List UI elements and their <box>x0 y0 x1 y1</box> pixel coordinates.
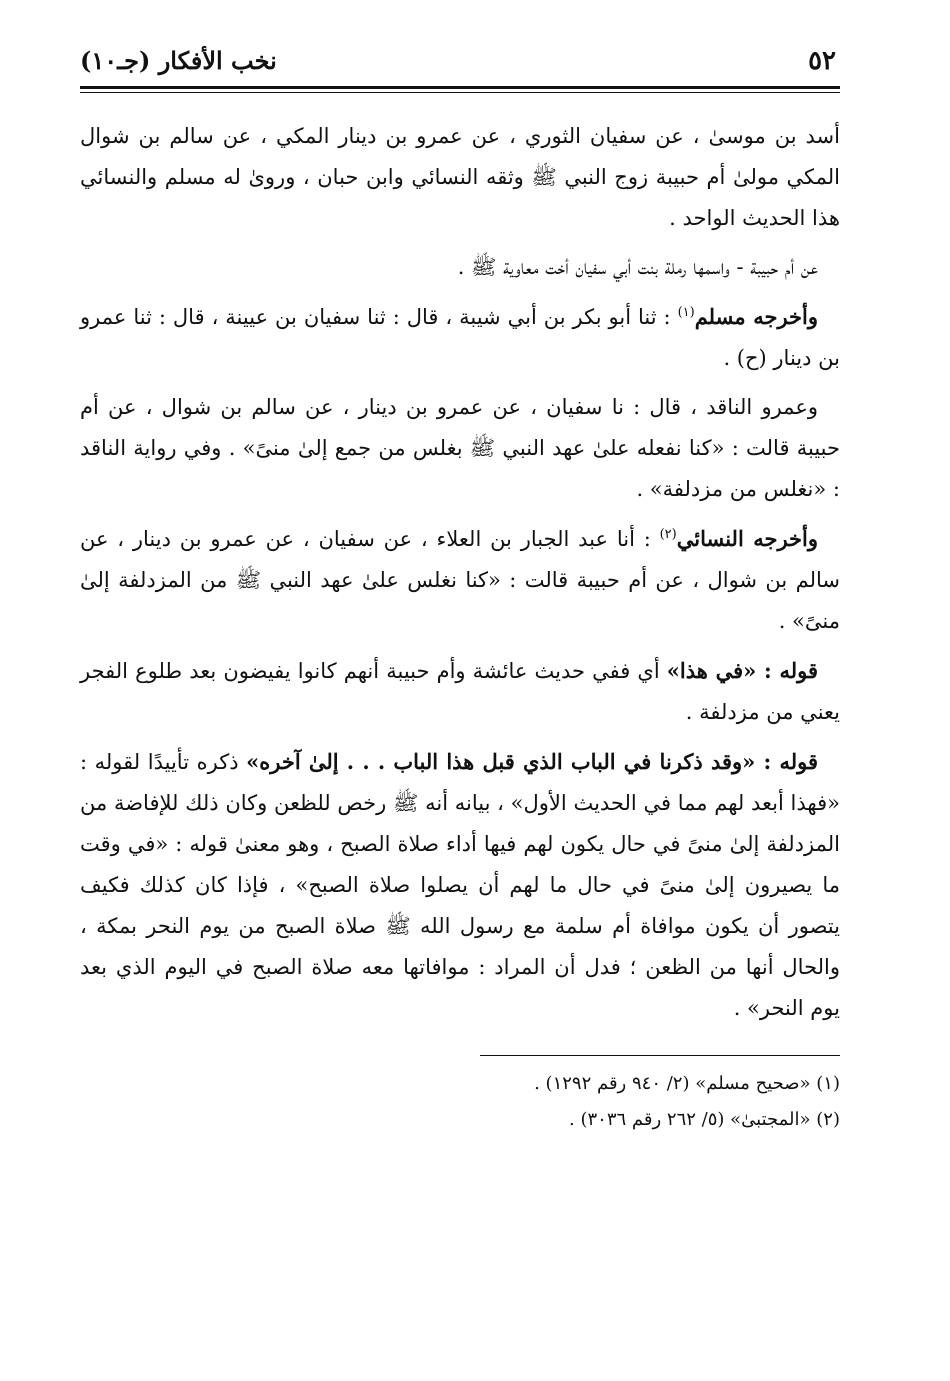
paragraph-text: : أنا عبد الجبار بن العلاء ، عن سفيان ، عن عمرو بن دينار ، عن سالم بن شوال ، عن أم حبيبة قالت : «كنا نغلس علىٰ عهد النبي ﷺ من المزدلفة إلىٰ منىً» . <box>80 527 840 633</box>
paragraph-text: عن أم حبيبة - واسمها رملة بنت أبي سفيان أخت معاوية ﷺ . <box>457 255 818 279</box>
paragraph-fi-hadha <box>80 650 840 733</box>
paragraph-text: : ثنا أبو بكر بن أبي شيبة ، قال : ثنا سفيان بن عيينة ، قال : ثنا عمرو بن دينار (ح) . <box>80 305 840 370</box>
paragraph-text: ذكره تأييدًا لقوله : «فهذا أبعد لهم مما في الحديث الأول» ، بيانه أنه ﷺ رخص للظعن وكان ذلك للإفاضة من المزدلفة إلىٰ منىً في حال يكون لهم فيها أداء صلاة الصبح ، وهو معنىٰ قوله : «في وقت ما يصيرون إلىٰ منىً في حال ما لهم أن يصلوا صلاة الصبح» ، فإذا كان كذلك فكيف يتصور أن يكون موافاة أم سلمة مع رسول الله ﷺ صلاة الصبح من يوم النحر بمكة ، والحال أنها من الظعن ؛ فدل أن المراد : موافاتها معه صلاة الصبح في اليوم الذي بعد يوم النحر» . <box>80 750 840 1020</box>
header-rule-thin <box>80 92 840 93</box>
paragraph-narrator-bio <box>80 116 840 239</box>
page-number: ٥٢ <box>808 46 836 76</box>
running-title: نخب الأفكار (جـ١٠) <box>80 46 277 75</box>
paragraph-nasai-takhrij <box>80 518 840 642</box>
paragraph-text: أسد بن موسىٰ ، عن سفيان الثوري ، عن عمرو بن دينار المكي ، عن سالم بن شوال المكي مولىٰ أم حبيبة زوج النبي ﷺ وثقه النسائي وابن حبان ، وروىٰ له مسلم والنسائي هذا الحديث الواحد . <box>80 124 840 230</box>
paragraph-muslim-takhrij <box>80 296 840 379</box>
paragraph-wa-qad-dhakarna <box>80 741 840 1029</box>
header-rule-thick <box>80 86 840 89</box>
footnote-separator <box>480 1055 840 1056</box>
paragraph-text: وعمرو الناقد ، قال : نا سفيان ، عن عمرو بن دينار ، عن سالم بن شوال ، عن أم حبيبة قالت : «كنا نفعله علىٰ عهد النبي ﷺ بغلس من جمع إلىٰ منىً» . وفي رواية الناقد : «نغلس من مزدلفة» . <box>80 395 840 501</box>
paragraph-lead: وأخرجه النسائي <box>676 526 818 551</box>
paragraph-amr-naqid <box>80 387 840 510</box>
footnotes <box>80 1066 840 1138</box>
page <box>80 38 840 1138</box>
page-header <box>80 38 840 94</box>
footnote-ref-2: (٢) <box>659 527 677 542</box>
paragraph-umm-habiba <box>80 247 840 288</box>
footnote-ref-1: (١) <box>677 305 695 320</box>
main-text <box>80 116 840 1029</box>
paragraph-lead: قوله : «وقد ذكرنا في الباب الذي قبل هذا الباب . . . إلىٰ آخره» <box>246 749 818 774</box>
paragraph-text: أي ففي حديث عائشة وأم حبيبة أنهم كانوا يفيضون بعد طلوع الفجر يعني من مزدلفة . <box>80 659 840 724</box>
paragraph-lead: وأخرجه مسلم <box>694 304 818 329</box>
footnote-1: (١) «صحيح مسلم» (٢/ ٩٤٠ رقم ١٢٩٢) . <box>534 1073 840 1094</box>
paragraph-lead: قوله : «في هذا» <box>666 658 819 683</box>
footnote-2: (٢) «المجتبىٰ» (٥/ ٢٦٢ رقم ٣٠٣٦) . <box>569 1109 840 1130</box>
